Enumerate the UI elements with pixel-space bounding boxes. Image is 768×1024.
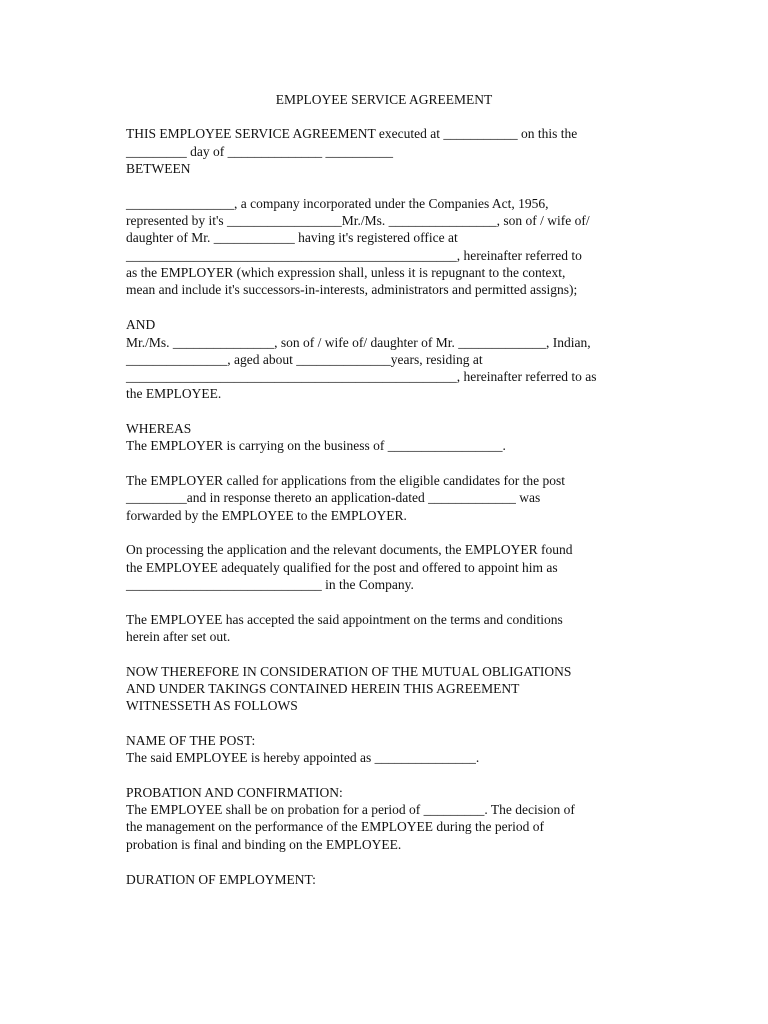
preamble-line-2: _________ day of ______________ __________ [126, 144, 393, 159]
between-heading: BETWEEN [126, 161, 191, 176]
employee-line-4: the EMPLOYEE. [126, 386, 222, 401]
probation-line-1: The EMPLOYEE shall be on probation for a period of _________. The decision of [126, 802, 575, 817]
post-heading: NAME OF THE POST: [126, 733, 256, 748]
witnesseth-line-3: WITNESSETH AS FOLLOWS [126, 698, 298, 713]
applications-line-3: forwarded by the EMPLOYEE to the EMPLOYER. [126, 508, 407, 523]
business-line: The EMPLOYER is carrying on the business of _________________. [126, 438, 506, 453]
accepted-line-2: herein after set out. [126, 629, 231, 644]
applications-line-2: _________and in response thereto an application-dated _____________ was [126, 490, 541, 505]
employer-line-4: _________________________________________________, hereinafter referred to [126, 248, 582, 263]
applications-line-1: The EMPLOYER called for applications from the eligible candidates for the post [126, 473, 566, 488]
probation-heading: PROBATION AND CONFIRMATION: [126, 785, 343, 800]
document-title: EMPLOYEE SERVICE AGREEMENT [275, 92, 493, 107]
witnesseth-line-1: NOW THEREFORE IN CONSIDERATION OF THE MUTUAL OBLIGATIONS [126, 664, 572, 679]
employer-line-3: daughter of Mr. ____________ having it's registered office at [126, 230, 458, 245]
accepted-line-1: The EMPLOYEE has accepted the said appointment on the terms and conditions [126, 612, 563, 627]
employee-line-1: Mr./Ms. _______________, son of / wife of/ daughter of Mr. _____________, Indian, [126, 335, 591, 350]
and-heading: AND [126, 317, 156, 332]
duration-heading: DURATION OF EMPLOYMENT: [126, 872, 316, 887]
employer-line-1: ________________, a company incorporated under the Companies Act, 1956, [126, 196, 549, 211]
employer-line-2: represented by it's _________________Mr./Ms. ________________, son of / wife of/ [126, 213, 590, 228]
employer-line-5: as the EMPLOYER (which expression shall, unless it is repugnant to the context, [126, 265, 566, 280]
processing-line-2: the EMPLOYEE adequately qualified for the post and offered to appoint him as [126, 560, 558, 575]
whereas-heading: WHEREAS [126, 421, 192, 436]
probation-line-2: the management on the performance of the EMPLOYEE during the period of [126, 819, 544, 834]
preamble-line-1: THIS EMPLOYEE SERVICE AGREEMENT executed at ___________ on this the [126, 126, 578, 141]
employee-line-2: _______________, aged about ______________years, residing at [126, 352, 483, 367]
processing-line-1: On processing the application and the relevant documents, the EMPLOYER found [126, 542, 573, 557]
employee-line-3: _________________________________________________, hereinafter referred to as [126, 369, 597, 384]
employer-line-6: mean and include it's successors-in-interests, administrators and permitted assigns); [126, 282, 578, 297]
probation-line-3: probation is final and binding on the EMPLOYEE. [126, 837, 402, 852]
witnesseth-line-2: AND UNDER TAKINGS CONTAINED HEREIN THIS AGREEMENT [126, 681, 520, 696]
processing-line-3: _____________________________ in the Company. [126, 577, 414, 592]
post-line: The said EMPLOYEE is hereby appointed as _______________. [126, 750, 480, 765]
